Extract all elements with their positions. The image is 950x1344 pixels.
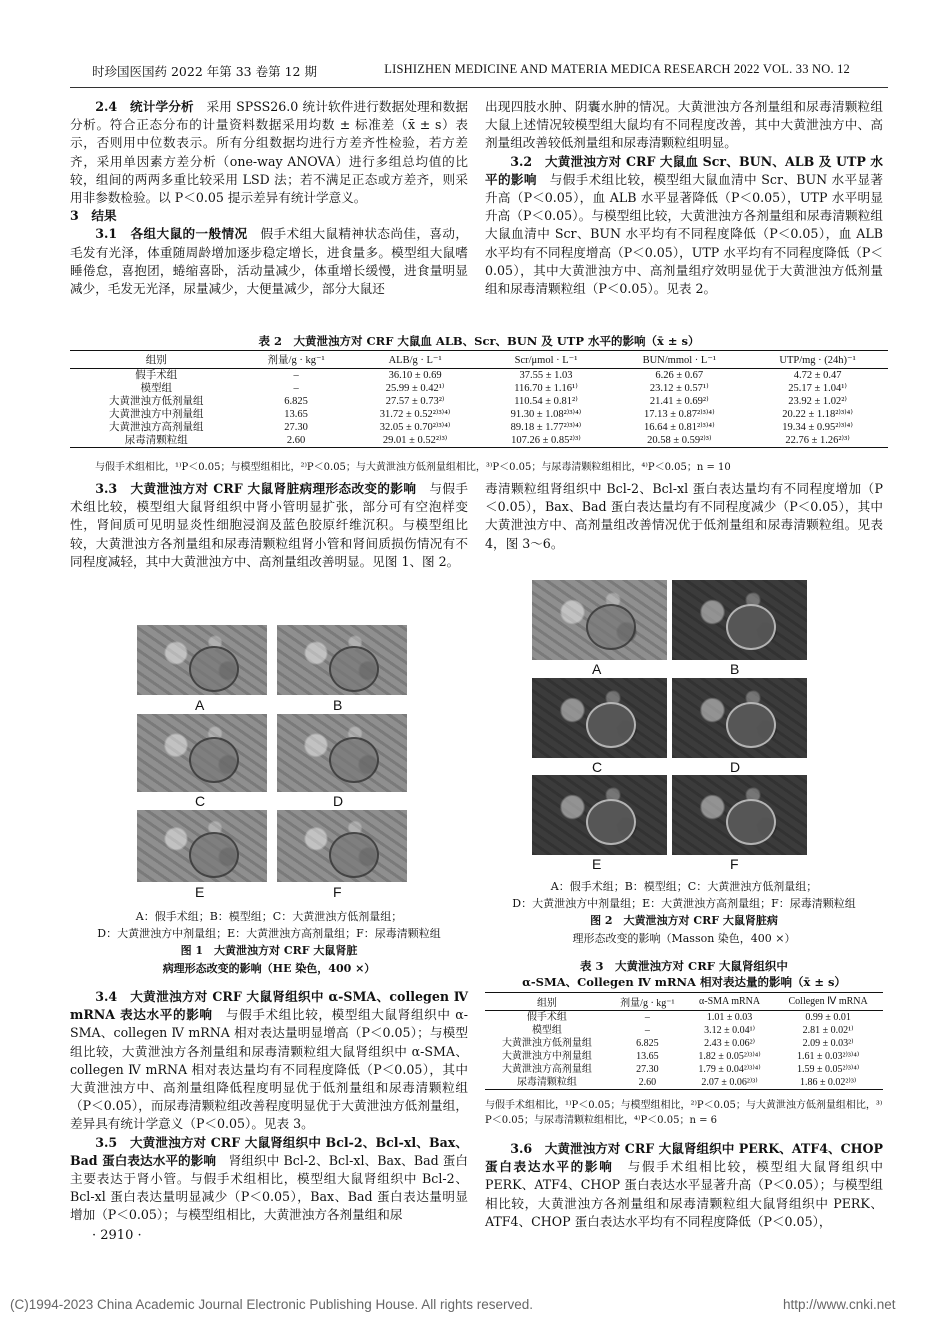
table-cell: 22.76 ± 1.26²⁾³⁾ [747,434,888,448]
table-cell: – [644,1025,650,1036]
header-rule [70,87,888,88]
figure1-panel-c [137,714,267,792]
table-cell: 20.58 ± 0.59²⁾³⁾ [611,434,747,448]
table-cell: 6.825 [636,1038,659,1049]
table3-header-1: 剂量/g · kg⁻¹ [609,993,686,1011]
section-3-3-text: 与假手术组比较，模型组大鼠肾组织中肾小管明显扩张，部分可有空泡样变性，肾间质可见明显炎性细胞浸润及蓝色胶原纤维沉积。与模型组比较，大黄泄浊方各剂量组和尿毒清颗粒组肾小管和肾间质损伤情况有不同程度减轻，其中大黄泄浊方中、高剂量组改善明显。见图 1、图 2。 [70,481,469,569]
figure1-caption-2: 病理形态改变的影响（HE 染色，400 ×） [162,962,376,975]
table-cell: 1.82 ± 0.05²⁾³⁾⁴⁾ [698,1051,761,1062]
table3-header-3: Collegen Ⅳ mRNA [773,993,883,1011]
table-cell: 27.30 [636,1064,659,1075]
section-3-2-heading: 3.2 大黄泄浊方对 CRF 大鼠血 Scr、BUN、ALB 及 UTP 水平的影响 [485,153,883,187]
figure1-label-d: D [333,793,344,809]
section-3-1-text: 假手术组大鼠精神状态尚佳，喜动，毛发有光泽，体重随周龄增加逐步稳定增长，进食量多。模型组大鼠嗜睡倦怠，喜抱团，蜷缩喜卧，活动量减少，体重增长缓慢，进食量明显减少，毛发无光泽，尿量减少，大便量减少，部分大鼠还 [70,226,469,297]
table3-caption-2: α-SMA、Collegen Ⅳ mRNA 相对表达量的影响（x̄ ± s） [522,975,846,989]
table-row [485,1011,883,1025]
table-cell: 6.825 [284,396,308,407]
figure2-panel-f [672,775,807,855]
table-cell: 1.01 ± 0.03 [706,1012,753,1023]
table-cell: 模型组 [140,383,173,394]
table-cell: 23.92 ± 1.02²⁾ [788,396,847,407]
table-cell: 3.12 ± 0.04¹⁾ [704,1025,756,1036]
table-cell: 2.81 ± 0.02¹⁾ [802,1025,854,1036]
table-cell: 1.79 ± 0.04²⁾³⁾⁴⁾ [698,1064,761,1075]
table-row [70,369,888,383]
left-column-bottom [70,988,468,1225]
table2-header-1: 剂量/g · kg⁻¹ [243,351,350,369]
table-cell: 2.07 ± 0.06²⁾³⁾ [686,1076,773,1090]
table-cell: 1.61 ± 0.03²⁾³⁾⁴⁾ [796,1051,860,1062]
table-cell: 13.65 [636,1051,659,1062]
figure1-panel-e [137,810,267,882]
left-column-mid [70,480,468,571]
right-column-mid [485,480,883,553]
figure2-label-a: A [592,661,602,677]
table3-caption-1: 表 3 大黄泄浊方对 CRF 大鼠肾组织中 [580,959,788,973]
figure2-panel-d [672,678,807,758]
table-cell: 37.55 ± 1.03 [519,370,573,381]
figure1-panel-b [277,625,407,695]
table-cell: 110.54 ± 0.81²⁾ [514,396,578,407]
figure2-legend-2: D：大黄泄浊方中剂量组；E：大黄泄浊方高剂量组；F：尿毒清颗粒组 [512,897,856,910]
table3 [485,992,883,1090]
table-cell: – [644,1012,650,1023]
table-cell: 尿毒清颗粒组 [70,434,243,448]
header-journal-en: LISHIZHEN MEDICINE AND MATERIA MEDICA RESEARCH 2022 VOL. 33 NO. 12 [384,62,850,76]
section-3-heading: 3 结果 [70,208,117,224]
table-cell: 2.60 [609,1076,686,1090]
figure1-caption-1: 图 1 大黄泄浊方对 CRF 大鼠肾脏 [180,944,358,957]
running-header [0,62,950,82]
figure1-legend-1: A：假手术组；B：模型组；C：大黄泄浊方低剂量组； [135,910,403,923]
table-cell: 25.17 ± 1.04¹⁾ [788,383,847,394]
table2-header-0: 组别 [70,351,243,369]
table-cell: – [293,370,299,381]
table-cell: 假手术组 [526,1012,567,1023]
figure1-label-c: C [195,793,206,809]
table-cell: 6.26 ± 0.67 [655,370,704,381]
figure1-panel-d [277,714,407,792]
table-cell: 2.43 ± 0.06²⁾ [704,1038,756,1049]
figure2-label-f: F [730,856,739,872]
table2 [70,350,888,448]
table-row [70,382,888,395]
table-cell: 27.57 ± 0.73²⁾ [385,396,445,407]
table2-caption: 表 2 大黄泄浊方对 CRF 大鼠血 ALB、Scr、BUN 及 UTP 水平的影响（x̄ ± s） [258,334,700,348]
right-column-top [485,98,883,298]
table-cell: 大黄泄浊方中剂量组 [109,409,204,420]
figure2-panel-b [672,580,807,660]
table-cell: 大黄泄浊方高剂量组 [109,422,204,433]
section-3-5-text: 肾组织中 Bcl-2、Bcl-xl、Bax、Bad 蛋白主要表达于肾小管。与假手术组相比，模型组大鼠肾组织中 Bcl-2、Bcl-xl 蛋白表达量明显减少（P＜0.05），Bax、Bad 蛋白表达量明显增加（P＜0.05）；与模型组相比，大黄泄浊方各剂量组和尿 [70,1152,468,1223]
table-cell: 36.10 ± 0.69 [388,370,442,381]
figure1-panel-f [277,810,407,882]
table-row [70,408,888,421]
table-row [70,395,888,408]
table2-header-4: BUN/mmol · L⁻¹ [611,351,747,369]
figure2-panel-c [532,678,667,758]
table-cell: 116.70 ± 1.16¹⁾ [514,383,578,394]
section-3-1-heading: 3.1 各组大鼠的一般情况 [95,226,248,242]
table-cell: 17.13 ± 0.87²⁾³⁾⁴⁾ [643,409,715,420]
table-cell: 1.86 ± 0.02²⁾³⁾ [773,1076,883,1090]
table3-note: 与假手术组相比，¹⁾P＜0.05；与模型组相比，²⁾P＜0.05；与大黄泄浊方低剂量组相比，³⁾P＜0.05；与尿毒清颗粒组相比，⁴⁾P＜0.05；n = 6 [485,1100,883,1126]
table-cell: 27.30 [284,422,308,433]
table-cell: 大黄泄浊方低剂量组 [109,396,204,407]
table2-header-3: Scr/μmol · L⁻¹ [481,351,612,369]
figure2-legend-1: A：假手术组；B：模型组；C：大黄泄浊方低剂量组； [550,880,818,893]
section-3-4-text: 与假手术组比较，模型组大鼠肾组织中 α-SMA、collegen Ⅳ mRNA 相对表达量明显增高（P＜0.05）；与模型组比较，大黄泄浊方各剂量组和尿毒清颗粒组大鼠肾组织中 α-SMA、collegen Ⅳ mRNA 相对表达量均有不同程度降低（P＜0.05），其中大黄泄浊方中、高剂量组降低程度明显优于低剂量组和尿毒清颗粒组（P＜0.05），而尿毒清颗粒组改善程度明显优于大黄泄浊方低剂量组，差异具有统计学意义（P＜0.05）。见表 3。 [70,1007,469,1132]
table-cell: 4.72 ± 0.47 [793,370,842,381]
section-3-4-heading: 3.4 大黄泄浊方对 CRF 大鼠肾组织中 α-SMA、collegen Ⅳ mRNA 表达水平的影响 [70,989,468,1023]
figure1-label-e: E [195,884,205,900]
table3-header-0: 组别 [485,993,609,1011]
table-cell: 2.09 ± 0.03²⁾ [802,1038,854,1049]
figure2-caption-2: 理形态改变的影响（Masson 染色，400 ×） [572,932,796,945]
header-journal-cn: 时珍国医国药 2022 年第 33 卷第 12 期 [92,64,317,79]
figure1-legend-2: D：大黄泄浊方中剂量组；E：大黄泄浊方高剂量组；F：尿毒清颗粒组 [97,927,441,940]
table-cell: 13.65 [284,409,308,420]
table2-header-2: ALB/g · L⁻¹ [350,351,481,369]
table-cell: 1.59 ± 0.05²⁾³⁾⁴⁾ [796,1064,860,1075]
section-3-6-heading: 3.6 大黄泄浊方对 CRF 大鼠肾组织中 PERK、ATF4、CHOP 蛋白表达水平的影响 [485,1141,883,1175]
figure2-panel-e [532,775,667,855]
section-3-3-heading: 3.3 大黄泄浊方对 CRF 大鼠肾脏病理形态改变的影响 [95,481,417,496]
table-cell: 25.99 ± 0.42¹⁾ [385,383,445,394]
footer-link[interactable]: http://www.cnki.net [783,1297,896,1312]
figure2-label-d: D [730,759,741,775]
table-cell: 假手术组 [135,370,178,381]
page-number: · 2910 · [92,1228,142,1243]
table-row [485,1050,883,1063]
table-cell: 大黄泄浊方中剂量组 [501,1051,592,1062]
table-row [485,1063,883,1076]
table-row [70,434,888,448]
right-column-bottom [485,1140,883,1231]
left-column-top [70,98,468,298]
figure1-label-f: F [333,884,342,900]
figure1-panel-a [137,625,267,695]
table2-note: 与假手术组相比，¹⁾P＜0.05；与模型组相比，²⁾P＜0.05；与大黄泄浊方低剂量组相比，³⁾P＜0.05；与尿毒清颗粒组相比，⁴⁾P＜0.05；n = 10 [95,462,731,473]
figure1-label-b: B [333,697,343,713]
figure2-label-c: C [592,759,603,775]
table-cell: 尿毒清颗粒组 [485,1076,609,1090]
table-cell: 31.72 ± 0.52²⁾³⁾⁴⁾ [379,409,451,420]
table2-header-5: UTP/mg · (24h)⁻¹ [747,351,888,369]
section-2-4-heading: 2.4 统计学分析 [95,99,194,114]
section-3-5-continued: 毒清颗粒组肾组织中 Bcl-2、Bcl-xl 蛋白表达量均有不同程度增加（P＜0.05），Bax、Bad 蛋白表达量均有不同程度减少（P＜0.05），其中大黄泄浊方中、高剂量组改善情况优于低剂量组和尿毒清颗粒组。见表 4，图 3～6。 [485,481,883,551]
section-2-4-text: 采用 SPSS26.0 统计软件进行数据处理和数据分析。符合正态分布的计量资料数据采用均数 ± 标准差（x̄ ± s）表示，否则用中位数表示。所有分组数据均进行方差齐性检验，若方差齐，采用单因素方差分析（one-way ANOVA）进行多组总均值的比较，组间的两两多重比较采用 LSD 法；若不满足正态或方差齐，则采用非参数检验。以 P＜0.05 提示差异有统计学意义。 [70,99,468,206]
footer-copyright: (C)1994-2023 China Academic Journal Electronic Publishing House. All rights reserved. [10,1297,534,1312]
table-cell: 19.34 ± 0.95²⁾³⁾⁴⁾ [782,422,853,433]
table-cell: 29.01 ± 0.52²⁾³⁾ [350,434,481,448]
table-cell: 107.26 ± 0.85²⁾³⁾ [481,434,612,448]
figure2-label-b: B [730,661,740,677]
table-cell: 21.41 ± 0.69²⁾ [649,396,709,407]
table-row [485,1037,883,1050]
table-cell: 23.12 ± 0.57¹⁾ [649,383,709,394]
table-cell: 大黄泄浊方低剂量组 [501,1038,592,1049]
section-3-5-heading: 3.5 大黄泄浊方对 CRF 大鼠肾组织中 Bcl-2、Bcl-xl、Bax、Bad 蛋白表达水平的影响 [70,1134,468,1168]
table-cell: 0.99 ± 0.01 [805,1012,851,1023]
figure1-label-a: A [195,697,205,713]
figure2-label-e: E [592,856,602,872]
table-row [485,1076,883,1090]
table-row [70,421,888,434]
section-3-6-text: 与假手术组相比较，模型组大鼠肾组织中 PERK、ATF4、CHOP 蛋白表达水平显著升高（P＜0.05）；与模型组相比较，大黄泄浊方各剂量组和尿毒清颗粒组大鼠肾组织中 PERK、ATF4、CHOP 蛋白表达水平均有不同程度降低（P＜0.05）， [485,1159,884,1229]
table-cell: 20.22 ± 1.18²⁾³⁾⁴⁾ [782,409,853,420]
table-cell: 模型组 [531,1025,562,1036]
figure2-caption-1: 图 2 大黄泄浊方对 CRF 大鼠肾脏病 [590,914,778,927]
table-row [485,1024,883,1037]
table-cell: 89.18 ± 1.77²⁾³⁾⁴⁾ [510,422,582,433]
section-3-1-continued: 出现四肢水肿、阴囊水肿的情况。大黄泄浊方各剂量组和尿毒清颗粒组大鼠上述情况较模型组大鼠均有不同程度改善，其中大黄泄浊方中、高剂量组改善较低剂量组和尿毒清颗粒组明显。 [485,99,883,151]
table-cell: – [293,383,299,394]
figure2-panel-a [532,580,667,660]
table-cell: 91.30 ± 1.08²⁾³⁾⁴⁾ [510,409,582,420]
table-cell: 32.05 ± 0.70²⁾³⁾⁴⁾ [379,422,451,433]
table-cell: 2.60 [243,434,350,448]
table-cell: 16.64 ± 0.81²⁾³⁾⁴⁾ [643,422,715,433]
table-cell: 大黄泄浊方高剂量组 [501,1064,592,1075]
section-3-2-text: 与假手术组比较，模型组大鼠血清中 Scr、BUN 水平显著升高（P＜0.05），血 ALB 水平显著降低（P＜0.05），UTP 水平明显升高（P＜0.05）。与模型组比较，大黄泄浊方各剂量组和尿毒清颗粒组大鼠血清中 Scr、BUN 水平均有不同程度降低（P＜0.05），血 ALB 水平均有不同程度增高（P＜0.05），UTP 水平均有不同程度降低（P＜0.05），其中大黄泄浊方中、高剂量组疗效明显优于大黄泄浊方低剂量组和尿毒清颗粒组（P＜0.05）。见表 2。 [485,171,883,297]
table3-header-2: α-SMA mRNA [686,993,773,1011]
